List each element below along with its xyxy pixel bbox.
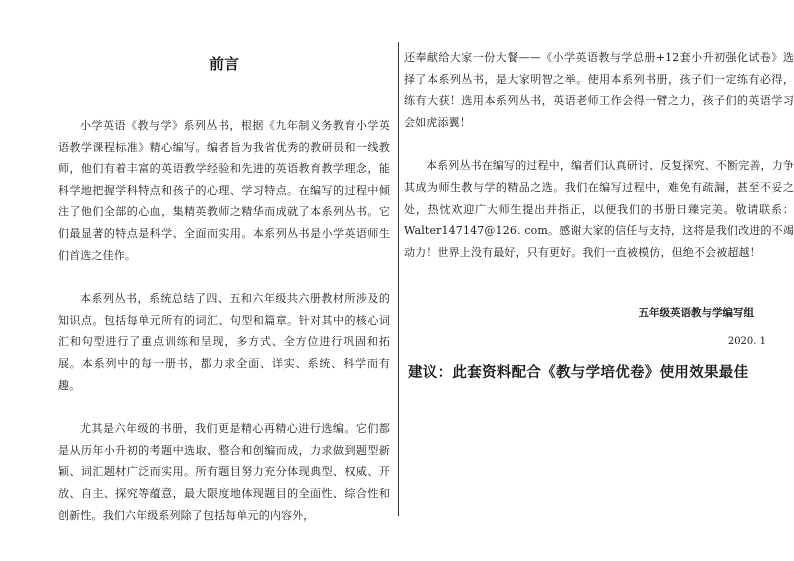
page-title: 前言 xyxy=(208,55,239,73)
preface-paragraph-4: 还奉献给大家一份大餐——《小学英语教与学总册+12套小升初强化试卷》选择了本系列丛书，是大家明智之举。使用本系列书册，孩子们一定练有必得，练有大获！选用本系列丛书，英语老师工作会得一臂之力，孩子们的英语学习会如虎添翼！ xyxy=(404,51,794,129)
column-divider xyxy=(398,42,399,516)
left-column xyxy=(58,46,390,526)
preface-paragraph-1: 小学英语《教与学》系列丛书，根据《九年制义务教育小学英语教学课程标准》精心编写。编者旨为我省优秀的教研员和一线教师，他们有着丰富的英语教学经验和先进的英语教育教学理念，能科学地把握学科特点和孩子的心理、学习特点。在编写的过程中倾注了他们全部的心血，集精英教师之精华而成就了本系列丛书。它们最显著的特点是科学、全面而实用。本系列丛书是小学英语师生们首选之佳作。 xyxy=(58,119,390,262)
preface-paragraph-2: 本系列丛书，系统总结了四、五和六年级共六册教材所涉及的知识点。包括每单元所有的词汇、句型和篇章。针对其中的核心词汇和句型进行了重点训练和呈现，多方式、全方位进行巩固和拓展。本系列中的每一册书，都力求全面、详实、系统、科学而有趣。 xyxy=(58,292,390,392)
signature: 五年级英语教与学编写组 xyxy=(638,307,754,320)
date: 2020. 1 xyxy=(727,336,766,348)
preface-paragraph-5: 本系列丛书在编写的过程中，编者们认真研讨、反复探究、不断完善，力争其成为师生教与学的精品之选。我们在编写过程中，难免有疏漏，甚至不妥之处，热忱欢迎广大师生提出并指正，以便我们的书册日臻完美。敬请联系：Walter147147@126. com。感谢大家的信任与支持，这将是我们改进的不竭动力！世界上没有最好，只有更好。我们一直被模仿，但绝不会被超越！ xyxy=(404,159,794,259)
usage-tip: 建议：此套资料配合《教与学培优卷》使用效果最佳 xyxy=(408,364,749,382)
preface-paragraph-3: 尤其是六年级的书册，我们更是精心再精心进行选编。它们都是从历年小升初的考题中选取、整合和创编而成，力求做到题型新颖、词汇题材广泛而实用。所有题目努力充分体现典型、权威、开放、自主、探究等蕴意，最大限度地体现题目的全面性、综合性和创新性。我们六年级系列除了包括每单元的内容外， xyxy=(58,422,390,522)
right-column xyxy=(404,46,794,382)
